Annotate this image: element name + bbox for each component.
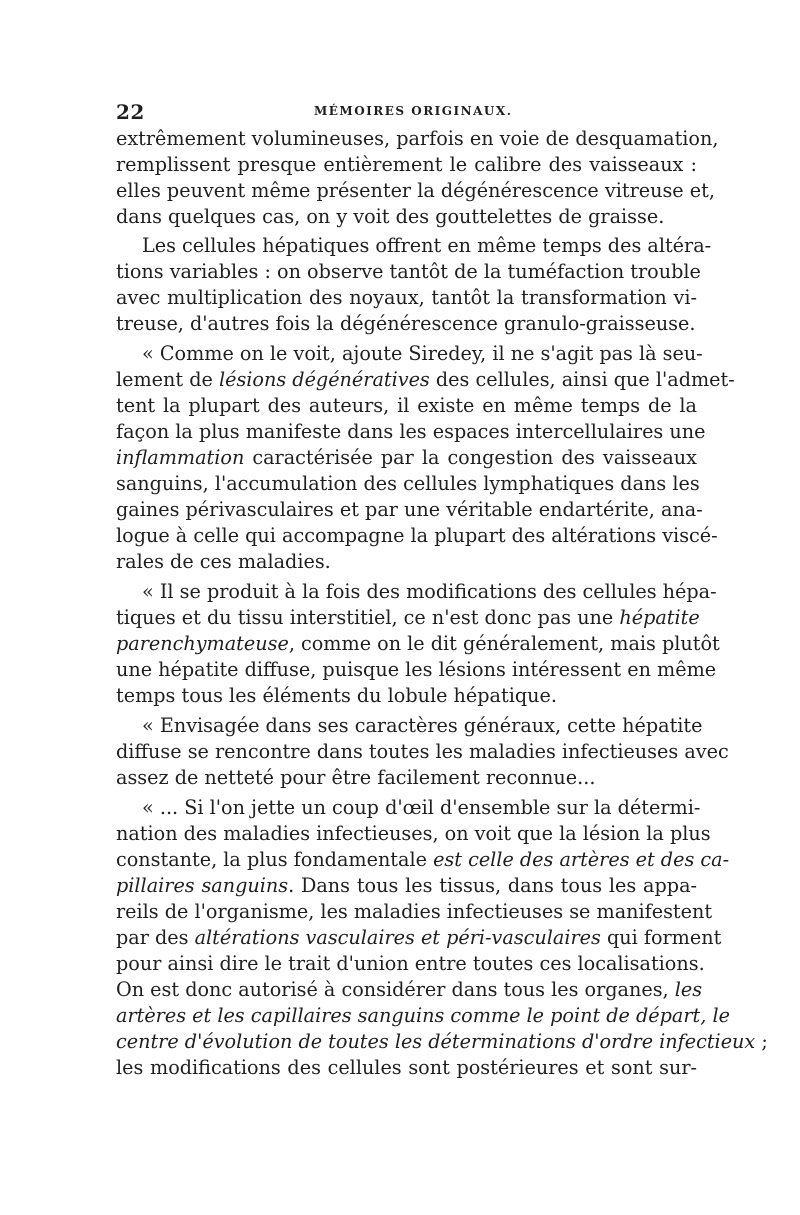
text-segment: nation des maladies infectieuses, on voit que la lésion la plus xyxy=(116,822,711,845)
page-header xyxy=(116,100,696,124)
text-line xyxy=(116,393,697,419)
italic-text: les xyxy=(674,978,703,1001)
text-segment: lement de xyxy=(116,368,219,391)
text-segment: elles peuvent même présenter la dégénérescence vitreuse et, xyxy=(116,179,715,202)
text-line xyxy=(116,285,697,311)
text-line xyxy=(116,631,720,657)
text-line xyxy=(116,847,730,873)
text-line xyxy=(116,126,719,152)
italic-text: artères et les capillaires sanguins comme le point de départ, le xyxy=(116,1004,730,1027)
text-segment: « ... Si l'on jette un coup d'œil d'ensemble sur la détermi- xyxy=(142,796,701,819)
text-segment: constante, la plus fondamentale xyxy=(116,848,434,871)
text-segment: par des xyxy=(116,926,195,949)
text-segment: « Comme on le voit, ajoute Siredey, il ne s'agit pas là seu- xyxy=(142,342,703,365)
text-line xyxy=(116,445,697,471)
text-segment: treuse, d'autres fois la dégénérescence granulo-graisseuse. xyxy=(116,312,696,335)
text-line xyxy=(116,549,331,575)
italic-text: parenchymateuse xyxy=(116,632,289,655)
text-segment: tent la plupart des auteurs, il existe en même temps de la xyxy=(116,394,697,417)
text-segment: façon la plus manifeste dans les espaces intercellulaires une xyxy=(116,420,706,443)
text-line xyxy=(116,497,703,523)
text-segment: On est donc autorisé à considérer dans tous les organes, xyxy=(116,978,675,1001)
text-line xyxy=(116,899,713,925)
text-segment: tions variables : on observe tantôt de la tuméfaction trouble xyxy=(116,260,701,283)
text-segment: Les cellules hépatiques offrent en même temps des altéra- xyxy=(142,234,712,257)
text-segment: logue à celle qui accompagne la plupart des altérations viscé- xyxy=(116,524,718,547)
text-segment: une hépatite diffuse, puisque les lésions intéressent en même xyxy=(116,658,717,681)
text-line xyxy=(116,1003,730,1029)
text-line xyxy=(116,765,595,791)
text-segment: sanguins, l'accumulation des cellules lymphatiques dans les xyxy=(116,472,700,495)
text-line xyxy=(116,1029,768,1055)
text-segment: , comme on le dit généralement, mais plutôt xyxy=(288,632,720,655)
text-line xyxy=(116,1055,697,1081)
italic-text: lésions dégénératives xyxy=(218,368,430,391)
text-segment: extrêmement volumineuses, parfois en voie de desquamation, xyxy=(116,127,719,150)
text-segment: remplissent presque entièrement le calibre des vaisseaux : xyxy=(116,153,697,176)
text-line xyxy=(116,259,701,285)
text-segment: reils de l'organisme, les maladies infectieuses se manifestent xyxy=(116,900,713,923)
text-line xyxy=(116,367,735,393)
text-segment: temps tous les éléments du lobule hépatique. xyxy=(116,684,557,707)
text-segment: . Dans tous les tissus, dans tous les appa- xyxy=(288,874,697,897)
text-line xyxy=(116,579,717,605)
text-line xyxy=(116,739,729,765)
text-segment: « Envisagée dans ses caractères généraux, cette hépatite xyxy=(142,714,703,737)
text-line xyxy=(116,683,557,709)
text-line xyxy=(116,204,664,230)
text-line xyxy=(116,523,718,549)
text-line xyxy=(116,821,711,847)
text-segment: avec multiplication des noyaux, tantôt la transformation vi- xyxy=(116,286,697,309)
text-line xyxy=(116,152,697,178)
text-line xyxy=(116,178,715,204)
text-line xyxy=(116,419,706,445)
text-segment: gaines périvasculaires et par une véritable endartérite, ana- xyxy=(116,498,703,521)
running-title: MÉMOIRES ORIGINAUX. xyxy=(314,104,513,118)
text-line xyxy=(116,795,701,821)
text-line xyxy=(116,341,703,367)
text-segment: tiques et du tissu interstitiel, ce n'est donc pas une xyxy=(116,606,620,629)
text-segment: des cellules, ainsi que l'admet- xyxy=(429,368,735,391)
italic-text: centre d'évolution de toutes les déterminations d'ordre infectieux xyxy=(116,1030,756,1053)
text-line xyxy=(116,951,705,977)
text-line xyxy=(116,471,700,497)
italic-text: altérations vasculaires et péri-vasculaires xyxy=(194,926,601,949)
text-line xyxy=(116,925,722,951)
text-line xyxy=(116,605,700,631)
text-segment: pour ainsi dire le trait d'union entre toutes ces localisations. xyxy=(116,952,705,975)
text-segment: qui forment xyxy=(600,926,722,949)
text-line xyxy=(116,713,703,739)
text-segment: assez de netteté pour être facilement reconnue... xyxy=(116,766,596,789)
text-segment: « Il se produit à la fois des modifications des cellules hépa- xyxy=(142,580,717,603)
italic-text: hépatite xyxy=(619,606,700,629)
italic-text: pillaires sanguins xyxy=(116,874,289,897)
text-segment: caractérisée par la congestion des vaisseaux xyxy=(244,446,697,469)
italic-text: est celle des artères et des ca- xyxy=(433,848,730,871)
text-segment: les modifications des cellules sont postérieures et sont sur- xyxy=(116,1056,697,1079)
page-number: 22 xyxy=(116,100,145,124)
text-segment: rales de ces maladies. xyxy=(116,550,331,573)
text-line xyxy=(116,233,712,259)
text-line xyxy=(116,311,696,337)
text-line xyxy=(116,977,703,1003)
text-line xyxy=(116,657,717,683)
text-line xyxy=(116,873,697,899)
italic-text: inflammation xyxy=(116,446,245,469)
text-segment: ; xyxy=(755,1030,768,1053)
text-segment: dans quelques cas, on y voit des gouttelettes de graisse. xyxy=(116,205,665,228)
text-segment: diffuse se rencontre dans toutes les maladies infectieuses avec xyxy=(116,740,729,763)
